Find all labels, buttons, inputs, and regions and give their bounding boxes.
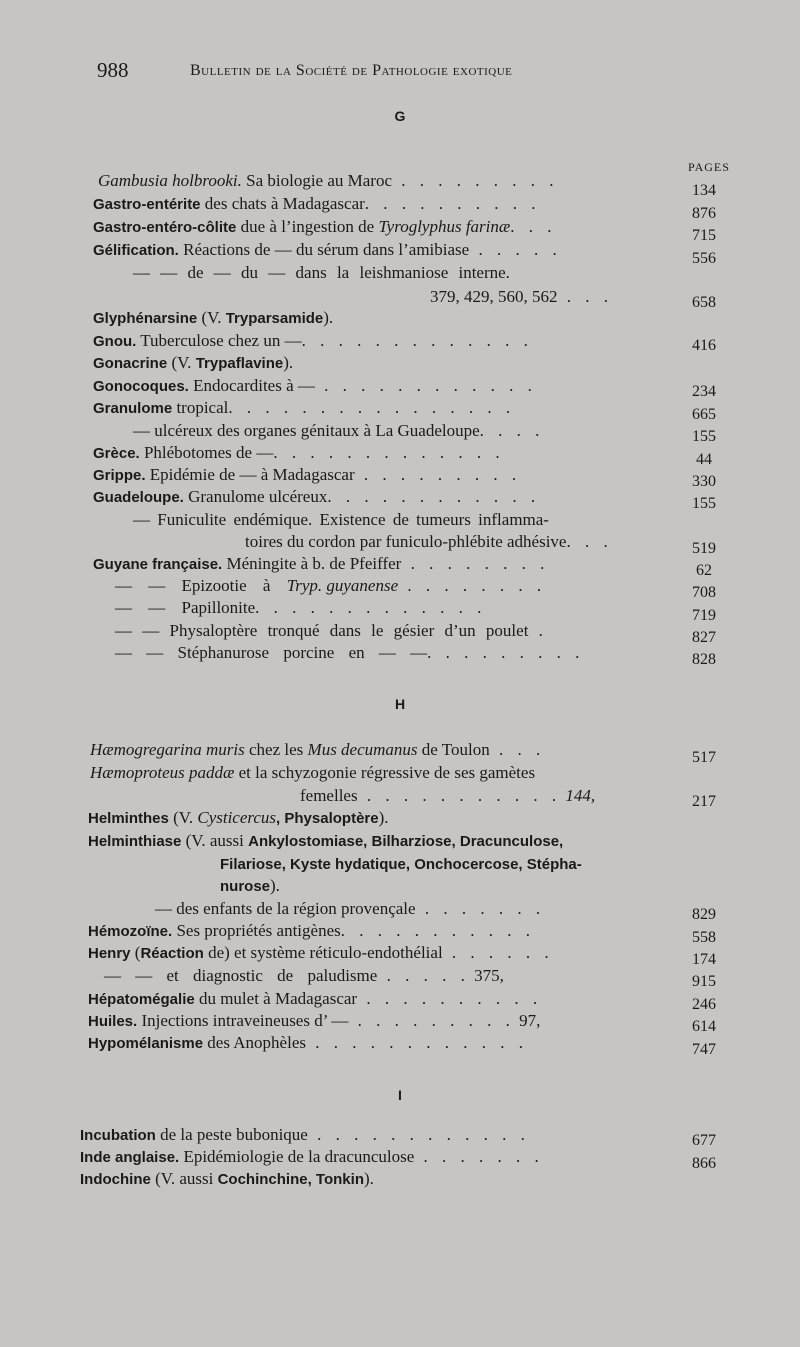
index-entry: Hæmogregarina muris chez les Mus decumanus de Toulon . . . [90, 740, 546, 759]
index-entry: Guyane française. Méningite à b. de Pfeiffer . . . . . . . . [93, 554, 550, 573]
index-entry: Huiles. Injections intraveineuses d’ — . . . . . . . . . 97, [88, 1011, 541, 1030]
index-entry-continuation: Filariose, Kyste hydatique, Onchocercose, Stépha- [220, 856, 582, 873]
page-ref: 556 [692, 250, 716, 267]
page-ref: 719 [692, 607, 716, 624]
section-letter-i: I [398, 1087, 402, 1103]
page-ref: 416 [692, 337, 716, 354]
index-entry: Gambusia holbrooki. Sa biologie au Maroc . . . . . . . . . [98, 171, 559, 190]
page-ref: 828 [692, 651, 716, 668]
index-entry: Gastro-entérite des chats à Madagascar. . . . . . . . . . [93, 194, 541, 213]
index-entry: — — Papillonite. . . . . . . . . . . . . [115, 598, 487, 617]
index-entry: Inde anglaise. Epidémiologie de la dracunculose . . . . . . . [80, 1147, 544, 1166]
page-ref: 517 [692, 749, 716, 766]
section-letter-h: H [394, 696, 406, 712]
section-letter-g: G [394, 108, 406, 124]
index-entry: Grèce. Phlébotomes de —. . . . . . . . . . . . . [93, 443, 505, 462]
index-entry: — des enfants de la région provençale . . . . . . . [155, 899, 546, 918]
index-entry: Indochine (V. aussi Cochinchine, Tonkin). [80, 1169, 374, 1188]
page-ref: 330 [692, 473, 716, 490]
page-ref: 915 [692, 973, 716, 990]
index-entry: Gnou. Tuberculose chez un —. . . . . . . . . . . . . [93, 331, 533, 350]
page-ref: 558 [692, 929, 716, 946]
index-entry: 379, 429, 560, 562 . . . [430, 287, 613, 306]
index-entry: Henry (Réaction de) et système réticulo-endothélial . . . . . . [88, 943, 554, 962]
page-ref: 614 [692, 1018, 716, 1035]
index-entry: — — et diagnostic de paludisme . . . . . 375, [104, 966, 504, 985]
index-entry: Hépatomégalie du mulet à Madagascar . . . . . . . . . . [88, 989, 543, 1008]
page-ref: 829 [692, 906, 716, 923]
page-ref: 876 [692, 205, 716, 222]
page-ref: 519 [692, 540, 716, 557]
index-entry: Guadeloupe. Granulome ulcéreux. . . . . . . . . . . . [93, 487, 541, 506]
index-entry: Gonacrine (V. Trypaflavine). [93, 353, 294, 372]
page-ref: 866 [692, 1155, 716, 1172]
index-entry: Hæmoproteus paddæ et la schyzogonie régressive de ses gamètes [90, 763, 536, 782]
pages-column-label: PAGES [688, 160, 730, 174]
index-entry: Granulome tropical. . . . . . . . . . . . . . . . [93, 398, 516, 417]
page-ref: 174 [692, 951, 716, 968]
page-ref: 234 [692, 383, 716, 400]
index-entry: Grippe. Epidémie de — à Madagascar . . . . . . . . . [93, 465, 522, 484]
page-ref: 62 [696, 562, 712, 579]
index-entry: — — Epizootie à Tryp. guyanense . . . . . . . . [115, 576, 547, 595]
page-ref: 134 [692, 182, 716, 199]
index-entry: — — de — du — dans la leishmaniose interne. [133, 263, 510, 282]
index-entry: — — Physaloptère tronqué dans le gésier d’un poulet . [115, 621, 543, 640]
index-entry: Helminthiase (V. aussi Ankylostomiase, Bilharziose, Dracunculose, [88, 831, 564, 850]
index-entry: toires du cordon par funiculo-phlébite adhésive. . . [245, 532, 613, 551]
page-ref: 246 [692, 996, 716, 1013]
page-ref: 658 [692, 294, 716, 311]
index-entry: — ulcéreux des organes génitaux à La Guadeloupe. . . . [133, 421, 545, 440]
page-ref: 665 [692, 406, 716, 423]
page-ref: 715 [692, 227, 716, 244]
index-entry-continuation: nurose). [220, 876, 280, 895]
index-entry: Gonocoques. Endocardites à — . . . . . . . . . . . . [93, 376, 537, 395]
index-entry: femelles . . . . . . . . . . . 144, [300, 786, 596, 805]
index-entry: Gastro-entéro-côlite due à l’ingestion de Tyroglyphus farinæ. . . [93, 217, 557, 236]
index-entry: Incubation de la peste bubonique . . . . . . . . . . . . [80, 1125, 530, 1144]
page-ref: 155 [692, 428, 716, 445]
page-ref: 44 [696, 451, 712, 468]
page-ref: 747 [692, 1041, 716, 1058]
index-entry: Gélification. Réactions de — du sérum dans l’amibiase . . . . . [93, 240, 562, 259]
page-ref: 155 [692, 495, 716, 512]
index-entry: Helminthes (V. Cysticercus, Physaloptère). [88, 808, 389, 827]
page-ref: 677 [692, 1132, 716, 1149]
index-entry: Hémozoïne. Ses propriétés antigènes. . . . . . . . . . . [88, 921, 535, 940]
index-entry: Glyphénarsine (V. Tryparsamide). [93, 308, 334, 327]
page-number: 988 [97, 58, 129, 82]
page-ref: 217 [692, 793, 716, 810]
page-ref: 708 [692, 584, 716, 601]
index-entry: Hypomélanisme des Anophèles . . . . . . . . . . . . [88, 1033, 528, 1052]
page-ref: 827 [692, 629, 716, 646]
index-entry: — — Stéphanurose porcine en — —. . . . . . . . . [115, 643, 585, 662]
index-entry: — Funiculite endémique. Existence de tumeurs inflamma- [133, 510, 549, 529]
running-title: Bulletin de la Société de Pathologie exotique [190, 62, 513, 79]
